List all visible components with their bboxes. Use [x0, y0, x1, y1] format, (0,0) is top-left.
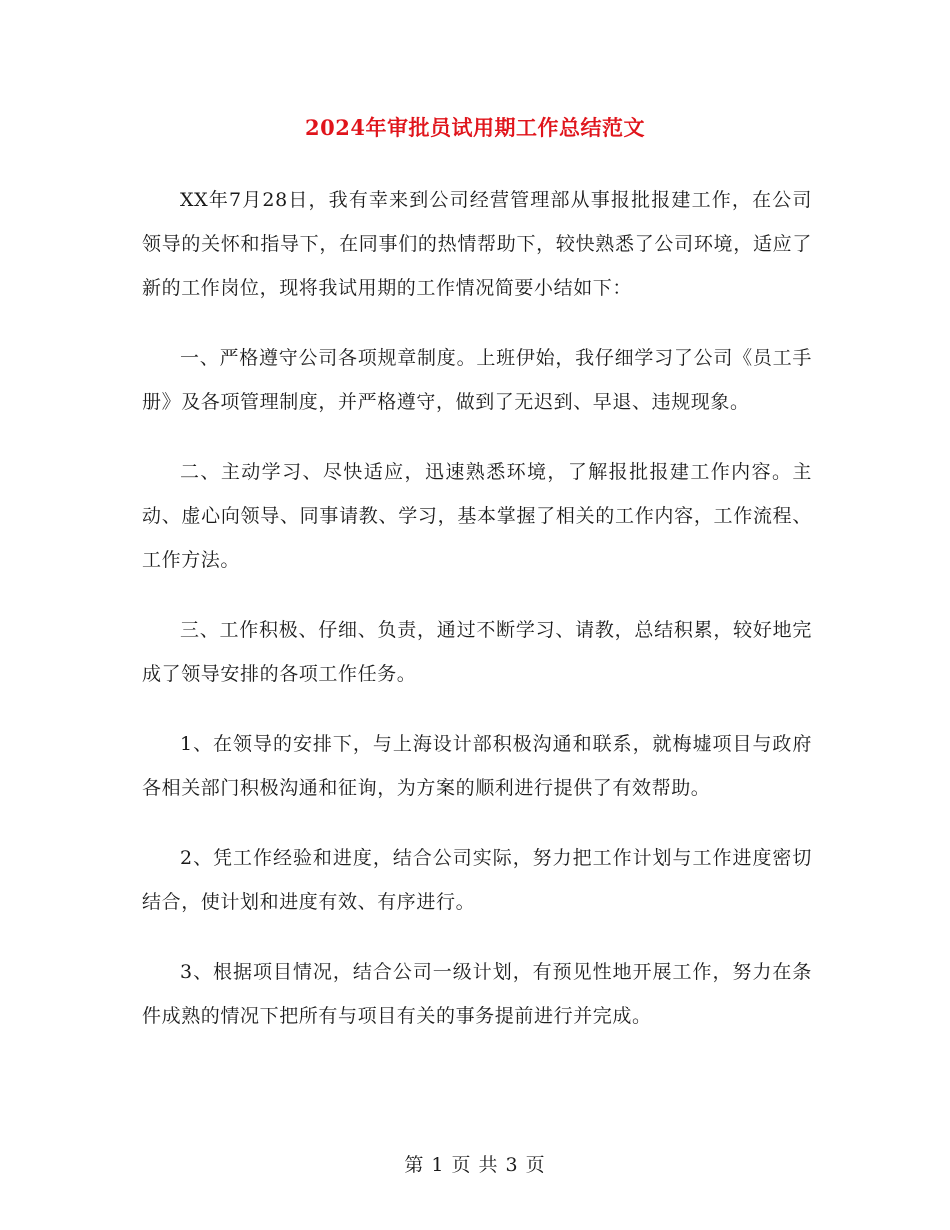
paragraph-intro: XX年7月28日，我有幸来到公司经营管理部从事报批报建工作，在公司领导的关怀和指导下，在同事们的热情帮助下，较快熟悉了公司环境，适应了新的工作岗位，现将我试用期的工作情况简要小结如下：: [142, 189, 812, 299]
paragraph-section-2: 二、主动学习、尽快适应，迅速熟悉环境，了解报批报建工作内容。主动、虚心向领导、同事请教、学习，基本掌握了相关的工作内容，工作流程、工作方法。: [142, 461, 812, 571]
paragraph-section-1: 一、严格遵守公司各项规章制度。上班伊始，我仔细学习了公司《员工手册》及各项管理制度，并严格遵守，做到了无迟到、早退、违规现象。: [142, 347, 812, 413]
document-title: 2024年审批员试用期工作总结范文: [305, 115, 645, 140]
document-body: [142, 178, 812, 1064]
paragraph-section-3: 三、工作积极、仔细、负责，通过不断学习、请教，总结积累，较好地完成了领导安排的各项工作任务。: [142, 619, 812, 685]
page-number-footer: 第 1 页 共 3 页: [404, 1154, 546, 1176]
paragraph-item-1: 1、在领导的安排下，与上海设计部积极沟通和联系，就梅墟项目与政府各相关部门积极沟通和征询，为方案的顺利进行提供了有效帮助。: [142, 733, 812, 799]
paragraph-item-3: 3、根据项目情况，结合公司一级计划，有预见性地开展工作，努力在条件成熟的情况下把所有与项目有关的事务提前进行并完成。: [142, 961, 812, 1027]
paragraph-item-2: 2、凭工作经验和进度，结合公司实际，努力把工作计划与工作进度密切结合，使计划和进度有效、有序进行。: [142, 847, 812, 913]
